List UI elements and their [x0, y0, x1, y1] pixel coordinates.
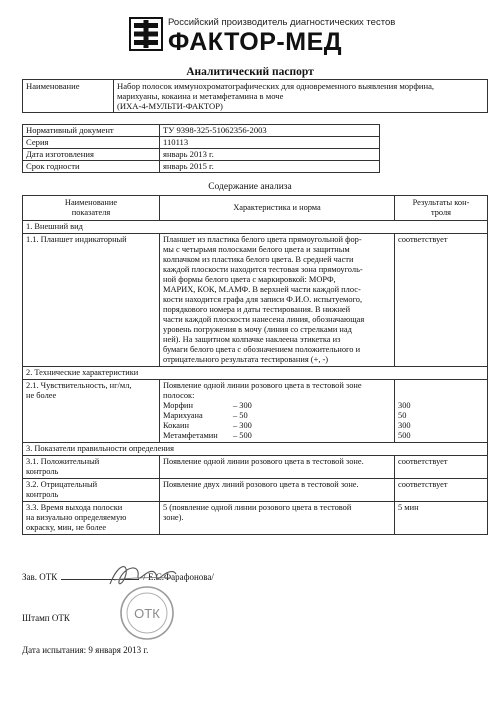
test-date: Дата испытания: 9 января 2013 г. — [22, 645, 149, 655]
info-row: Серия 110113 — [23, 137, 380, 149]
table-row: 3.1. Положительный контроль Появление одной линии розового цвета в тестовой зоне. соответствует — [23, 456, 488, 479]
product-info-table — [22, 124, 380, 173]
sign-name: / Е.С.Фарафонова/ — [143, 572, 214, 582]
qc-stamp-icon — [118, 584, 176, 642]
stamp-label: Штамп ОТК — [22, 613, 70, 623]
column-header-norm: Характеристика и норма — [160, 196, 395, 221]
product-name-table — [22, 79, 488, 113]
table-row: 1.1. Планшет индикаторный Планшет из пластика белого цвета прямоугольной фор- мы с четырьмя полосками белого цвета и защитным колпачком из пластика белого цвета. В средней части каждой плоскости находится тестовая зона прямоуголь- ной формы белого цвета с маркировкой: МОРФ, МАРИХ, КОК, М.АМФ. В верхней части каждой плос- кости находится графа для записи Ф.И.О. испытуемого, порядкового номера и даты тестирования. В нижней части каждой плоскости нанесена линия, обозначающая уровень погружения в мочу (линия со стрелками над ней). На защитном колпачке наклеена этикетка из бумаги белого цвета с обозначением положительного и отрицательного результата тестирования (+, -) соответствует — [23, 234, 488, 367]
table-row: 2.1. Чувствительность, нг/мл, не более Появление одной линии розового цвета в тестовой зоне полосок: Морфин Марихуана Кокаин Метамфетамин – 300 – 50 – 300 – 500 300 50 300 500 — [23, 380, 488, 443]
company-brand: ФАКТОР-МЕД — [168, 28, 343, 56]
section-row: 3. Показатели правильности определения — [23, 443, 488, 456]
product-label: Наименование — [23, 80, 114, 113]
document-title: Аналитический паспорт — [186, 66, 314, 78]
column-header-name: Наименование показателя — [23, 196, 160, 221]
sign-label: Зав. ОТК — [22, 572, 58, 582]
svg-text:ОТК: ОТК — [134, 606, 160, 621]
company-tagline: Российский производитель диагностических тестов — [168, 17, 396, 28]
info-row: Срок годности январь 2015 г. — [23, 161, 380, 173]
table-header-row — [23, 196, 488, 221]
product-name: Набор полосок иммунохроматографических для одновременного выявления морфина, марихуаны, кокаина и метамфетамина в моче (ИХА-4-МУЛЬТИ-ФАКТОР) — [114, 80, 488, 113]
table-row: 3.2. Отрицательный контроль Появление двух линий розового цвета в тестовой зоне. соответствует — [23, 479, 488, 502]
analysis-table — [22, 195, 488, 535]
table-row: 3.3. Время выхода полоски на визуально определяемую окраску, мин, не более 5 (появление одной линии розового цвета в тестовой зоне). 5 мин — [23, 502, 488, 535]
section-row: 1. Внешний вид — [23, 221, 488, 234]
column-header-result: Результаты кон- троля — [395, 196, 488, 221]
section-row: 2. Технические характеристики — [23, 367, 488, 380]
row-norm: Появление одной линии розового цвета в тестовой зоне полосок: Морфин Марихуана Кокаин Метамфетамин – 300 – 50 – 300 – 500 — [160, 380, 395, 443]
company-logo-icon — [128, 16, 164, 52]
analysis-title: Содержание анализа — [208, 182, 292, 192]
info-row: Нормативный документ ТУ 9398-325-51062356-2003 — [23, 125, 380, 137]
row-norm: Планшет из пластика белого цвета прямоугольной фор- мы с четырьмя полосками белого цвета и защитным колпачком из пластика белого цвета. В средней части каждой плоскости находится тестовая зона прямоуголь- ной формы белого цвета с маркировкой: МОРФ, МАРИХ, КОК, М.АМФ. В верхней части каждой плос- кости находится графа для записи Ф.И.О. испытуемого, порядкового номера и даты тестирования. В нижней части каждой плоскости нанесена линия, обозначающая уровень погружения в мочу (линия со стрелками над ней). На защитном колпачке наклеена этикетка из бумаги белого цвета с обозначением положительного и отрицательного результата тестирования (+, -) — [160, 234, 395, 367]
info-row: Дата изготовления январь 2013 г. — [23, 149, 380, 161]
